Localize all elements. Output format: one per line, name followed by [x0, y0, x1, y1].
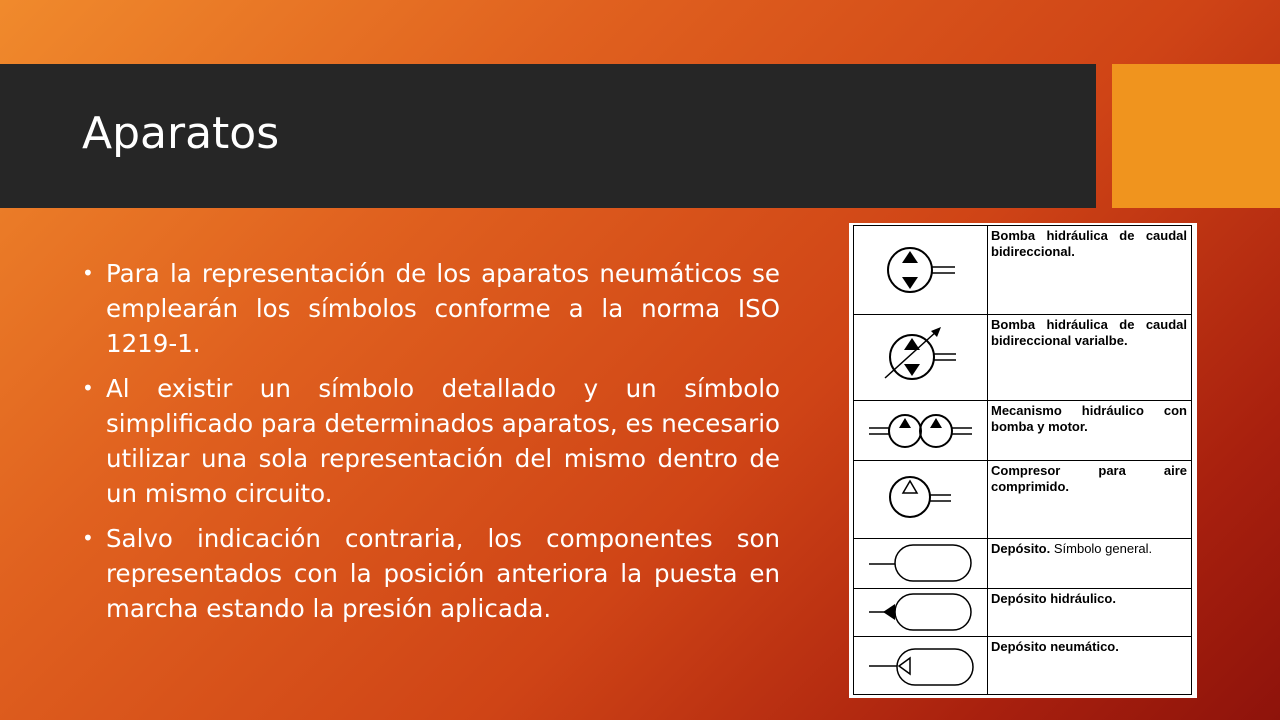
bullet-icon: •	[82, 376, 94, 400]
bidirectional-pump-icon	[888, 248, 955, 292]
symbol-description-normal: Símbolo general.	[1050, 541, 1153, 556]
variable-bidirectional-pump-icon	[885, 327, 956, 379]
symbol-description: Bomba hidráulica de caudal bidireccional varialbe.	[991, 317, 1187, 348]
bullet-text: Salvo indicación contraria, los componentes son representados con la posición anteriora la puesta en marcha estando la presión aplicada.	[106, 524, 780, 623]
symbol-description: Depósito neumático.	[991, 639, 1119, 654]
bullet-icon: •	[82, 526, 94, 550]
pneumatic-reservoir-icon	[869, 649, 973, 685]
bullet-item	[82, 256, 780, 361]
bullet-icon: •	[82, 261, 94, 285]
bullet-item	[82, 371, 780, 511]
symbol-table	[849, 223, 1197, 698]
bullet-text: Al existir un símbolo detallado y un símbolo simplificado para determinados aparatos, es necesario utilizar una sola representación del mismo dentro de un mismo circuito.	[106, 374, 780, 508]
symbol-description: Compresor para aire comprimido.	[991, 463, 1187, 494]
bullet-item	[82, 521, 780, 626]
slide-title: Aparatos	[82, 108, 280, 159]
symbol-description	[991, 541, 1187, 557]
symbol-description: Bomba hidráulica de caudal bidireccional.	[991, 228, 1187, 259]
symbol-description: Depósito hidráulico.	[991, 591, 1116, 606]
reservoir-general-icon	[869, 545, 971, 581]
symbol-table-grid	[849, 223, 1197, 698]
symbol-description-bold: Depósito.	[991, 541, 1051, 556]
bullet-list	[82, 256, 780, 636]
hydraulic-reservoir-icon	[869, 594, 971, 630]
pump-motor-mechanism-icon	[869, 415, 972, 447]
air-compressor-icon	[890, 477, 951, 517]
table-grid-lines	[854, 226, 1192, 695]
symbol-description: Mecanismo hidráulico con bomba y motor.	[991, 403, 1187, 434]
bullet-text: Para la representación de los aparatos neumáticos se emplearán los símbolos conforme a la norma ISO 1219-1.	[106, 259, 780, 358]
accent-box	[1112, 64, 1280, 208]
